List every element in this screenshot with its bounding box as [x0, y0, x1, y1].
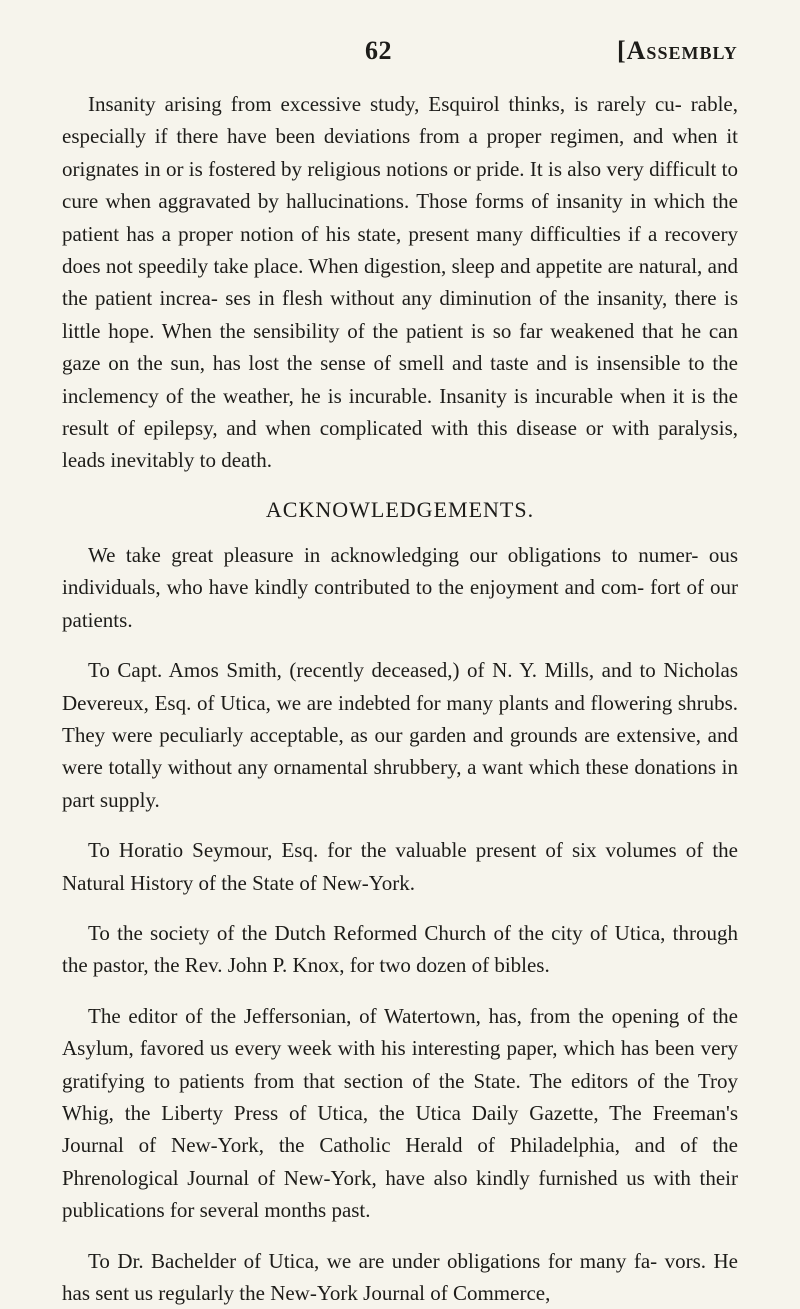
- running-head: [Assembly: [617, 36, 738, 65]
- section-heading: ACKNOWLEDGEMENTS.: [265, 496, 535, 522]
- page-number: 62: [365, 36, 392, 65]
- paragraph-insanity-curability: Insanity arising from excessive study, Esquirol thinks, is rarely cu- rable, especially if there have been deviations from a proper regimen, and when it orignates in or is fostered by religious notions or pride. It is also very difficult to cure when aggravated by hallucinations. Those forms of insanity in which the patient has a proper notion of his state, present many difficulties if a recovery does not speedily take place. When digestion, sleep and appetite are natural, and the patient increa- ses in flesh without any diminution of the insanity, there is little hope. When the sensibility of the patient is so far weakened that he can gaze on the sun, has lost the sense of smell and taste and is insensible to the inclemency of the weather, he is incurable. Insanity is incurable when it is the result of epilepsy, and when complicated with this disease or with paralysis, leads inevitably to death.: [62, 92, 738, 473]
- paragraph-natural-history-gift: To Horatio Seymour, Esq. for the valuable present of six volumes of the Natural History of the State of New-York.: [62, 838, 738, 895]
- paragraph-spacer: [62, 982, 738, 1000]
- paragraph-spacer: [62, 636, 738, 654]
- paragraph-plants-donation: To Capt. Amos Smith, (recently deceased,) of N. Y. Mills, and to Nicholas Devereux, Esq. of Utica, we are indebted for many plants and flowering shrubs. They were peculiarly acceptable, as our garden and grounds are extensive, and were totally without any ornamental shrubbery, a want which these donations in part supply.: [62, 658, 738, 812]
- paragraph-dr-bachelder: To Dr. Bachelder of Utica, we are under obligations for many fa- vors. He has sent us regularly the New-York Journal of Commerce,: [62, 1248, 738, 1305]
- paragraph-spacer: [62, 899, 738, 917]
- paragraph-acknowledgement-intro: We take great pleasure in acknowledging our obligations to numer- ous individuals, who have kindly contributed to the enjoyment and com- fort of our patients.: [62, 542, 738, 632]
- paragraph-spacer: [62, 1227, 738, 1245]
- paragraph-spacer: [62, 816, 738, 834]
- page-header: [0, 36, 800, 76]
- paragraph-newspapers: The editor of the Jeffersonian, of Watertown, has, from the opening of the Asylum, favored us every week with his interesting paper, which has been very gratifying to patients from that section of the State. The editors of the Troy Whig, the Liberty Press of Utica, the Utica Daily Gazette, The Freeman's Journal of New-York, the Catholic Herald of Philadelphia, and of the Phrenological Journal of New-York, have also kindly furnished us with their publications for several months past.: [62, 1003, 738, 1223]
- body-text: [62, 88, 738, 1309]
- paragraph-bibles-gift: To the society of the Dutch Reformed Church of the city of Utica, through the pastor, the Rev. John P. Knox, for two dozen of bibles.: [62, 920, 738, 978]
